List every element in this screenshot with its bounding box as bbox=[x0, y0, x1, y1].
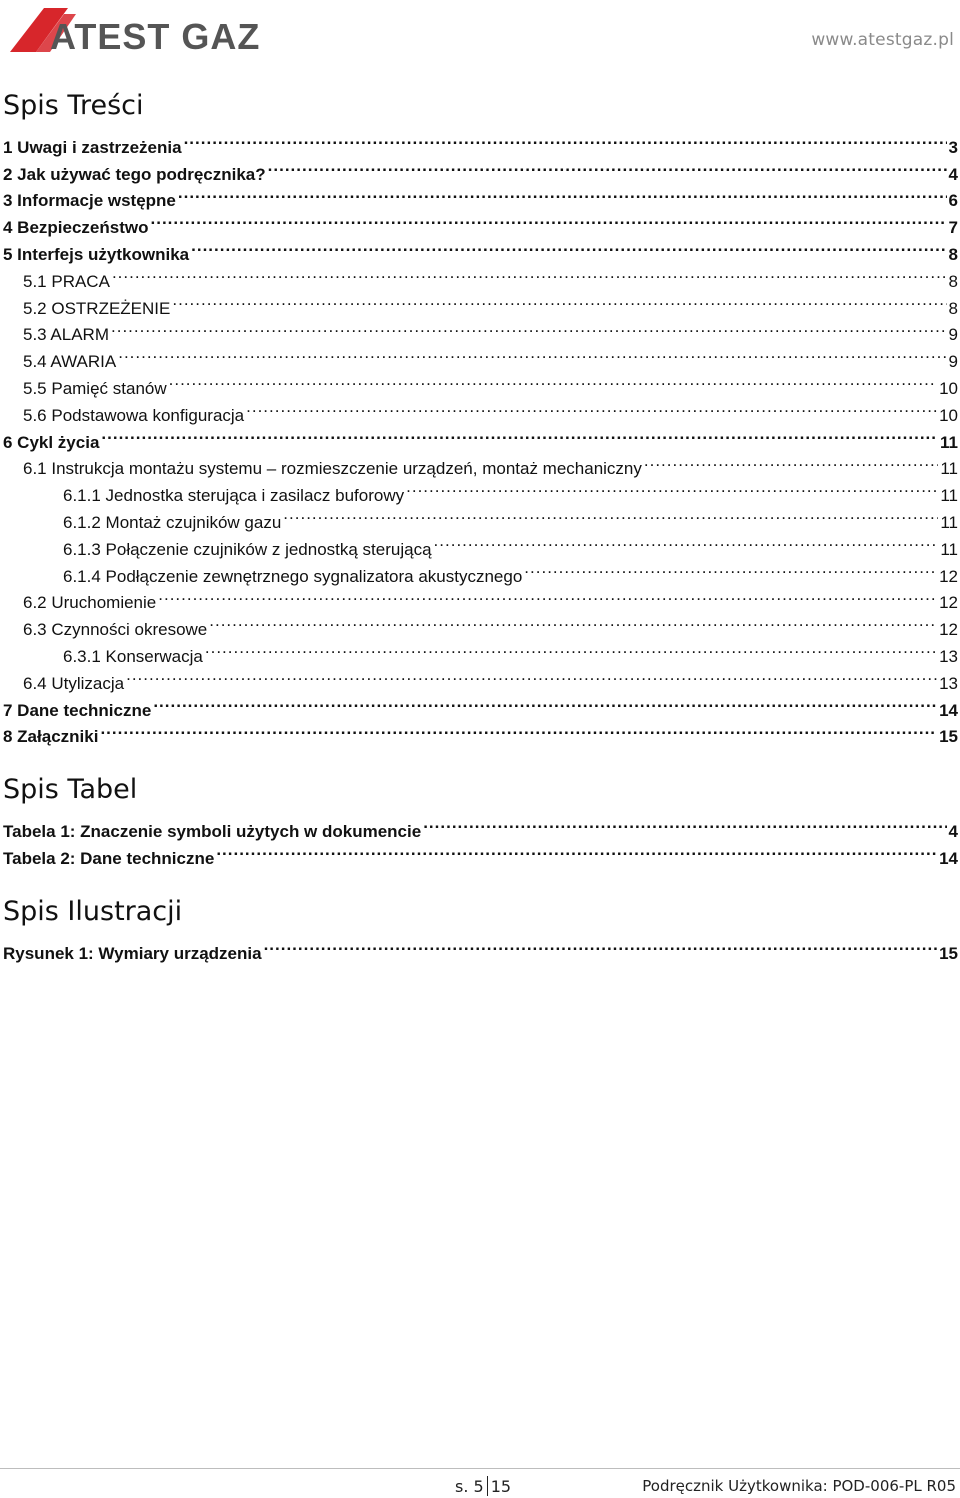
toc-entry-title: 2 Jak używać tego podręcznika? bbox=[3, 164, 266, 184]
toc-leader-dots bbox=[184, 126, 947, 153]
toc-entry-title: 5.2 OSTRZEŻENIE bbox=[23, 298, 171, 318]
toc-entry-title: 5.5 Pamięć stanów bbox=[23, 378, 167, 398]
toc-entry-title: 6.3 Czynności okresowe bbox=[23, 620, 208, 640]
toc-entry-title: 6.1.2 Montaż czujników gazu bbox=[63, 512, 282, 532]
toc-entry-title: Tabela 2: Dane techniczne bbox=[3, 848, 215, 868]
toc-leader-dots bbox=[172, 287, 946, 314]
toc-leader-dots bbox=[100, 716, 937, 743]
page-header bbox=[0, 0, 960, 62]
toc-entry-page: 14 bbox=[939, 848, 958, 868]
toc-entry-title: 6.4 Utylizacja bbox=[23, 673, 125, 693]
toc-leader-dots bbox=[434, 528, 939, 555]
toc-entry[interactable] bbox=[3, 287, 958, 318]
toc-entry-title: 3 Informacje wstępne bbox=[3, 191, 176, 211]
toc-entry[interactable] bbox=[3, 810, 958, 842]
page-current: s. 5 bbox=[455, 1476, 484, 1496]
toc-leader-dots bbox=[111, 314, 947, 341]
toc-entry[interactable] bbox=[3, 126, 958, 157]
document-body bbox=[3, 86, 958, 963]
toc-entry-title: 6.2 Uruchomienie bbox=[23, 593, 157, 613]
toc-entry[interactable] bbox=[3, 716, 958, 747]
toc-entry[interactable] bbox=[3, 421, 958, 452]
toc-leader-dots bbox=[178, 180, 947, 207]
toc-entry-page: 7 bbox=[948, 218, 958, 238]
toc-leader-dots bbox=[153, 689, 937, 716]
page-footer bbox=[0, 1468, 960, 1498]
list-of-figures bbox=[3, 892, 958, 963]
logo-text: ATEST GAZ bbox=[50, 16, 261, 56]
toc-leader-dots bbox=[101, 421, 938, 448]
toc-entry-title: 6.1.4 Podłączenie zewnętrznego sygnalizatora akustycznego bbox=[63, 566, 523, 586]
tables-title: Spis Tabel bbox=[3, 774, 138, 806]
toc-entry[interactable] bbox=[3, 448, 958, 479]
page-total: 15 bbox=[490, 1476, 512, 1496]
toc-entry-page: 11 bbox=[940, 459, 958, 479]
toc-entry-title: 6 Cykl życia bbox=[3, 432, 100, 452]
toc-entry-title: Tabela 1: Znaczenie symboli użytych w dokumencie bbox=[3, 822, 422, 842]
toc-leader-dots bbox=[216, 837, 937, 864]
toc-leader-dots bbox=[283, 501, 938, 528]
atest-gaz-logo bbox=[6, 4, 298, 56]
toc-entry-page: 4 bbox=[948, 822, 958, 842]
list-of-tables bbox=[3, 770, 958, 868]
toc-entry-page: 15 bbox=[939, 943, 958, 963]
toc-entry-page: 8 bbox=[948, 298, 958, 318]
toc-leader-dots bbox=[209, 608, 937, 635]
toc-entry-title: 7 Dane techniczne bbox=[3, 700, 152, 720]
toc-leader-dots bbox=[406, 474, 938, 501]
toc-leader-dots bbox=[524, 555, 937, 582]
toc-leader-dots bbox=[191, 233, 946, 260]
toc-leader-dots bbox=[151, 206, 947, 233]
toc-leader-dots bbox=[169, 367, 937, 394]
toc-entry-page: 12 bbox=[939, 566, 958, 586]
toc-entry[interactable] bbox=[3, 662, 958, 693]
toc-leader-dots bbox=[118, 340, 946, 367]
toc-entry[interactable] bbox=[3, 689, 958, 720]
toc-entry-page: 3 bbox=[948, 137, 958, 157]
toc-entry-page: 8 bbox=[948, 271, 958, 291]
toc-entry[interactable] bbox=[3, 314, 958, 345]
toc-entry-page: 13 bbox=[939, 673, 958, 693]
toc-entry-title: 4 Bezpieczeństwo bbox=[3, 218, 149, 238]
toc-entry-page: 11 bbox=[940, 486, 958, 506]
toc-entry[interactable] bbox=[3, 260, 958, 291]
toc-leader-dots bbox=[126, 662, 937, 689]
figures-list bbox=[3, 932, 958, 963]
toc-leader-dots bbox=[264, 932, 938, 959]
toc-entry-title: 5 Interfejs użytkownika bbox=[3, 244, 190, 264]
toc-leader-dots bbox=[268, 153, 947, 180]
toc-entry-title: 1 Uwagi i zastrzeżenia bbox=[3, 137, 182, 157]
toc-entry-title: 5.1 PRACA bbox=[23, 271, 110, 291]
site-url[interactable]: www.atestgaz.pl bbox=[811, 30, 954, 50]
toc-leader-dots bbox=[423, 810, 946, 837]
toc-entry-page: 8 bbox=[948, 244, 958, 264]
toc-entry-title: 6.1.1 Jednostka sterująca i zasilacz buforowy bbox=[63, 486, 405, 506]
tables-list bbox=[3, 810, 958, 868]
toc-entry-title: 6.3.1 Konserwacja bbox=[63, 646, 203, 666]
toc-entry-title: 6.1 Instrukcja montażu systemu – rozmieszczenie urządzeń, montaż mechaniczny bbox=[23, 459, 642, 479]
toc-leader-dots bbox=[644, 448, 938, 475]
toc-leader-dots bbox=[246, 394, 937, 421]
toc-entry-page: 13 bbox=[939, 646, 958, 666]
toc-entry-page: 11 bbox=[940, 539, 958, 559]
toc-entry-page: 11 bbox=[940, 432, 958, 452]
toc-entry-page: 11 bbox=[940, 512, 958, 532]
toc-entry-title: 8 Załączniki bbox=[3, 727, 99, 747]
toc-entry[interactable] bbox=[3, 367, 958, 398]
toc-entry-page: 15 bbox=[939, 727, 958, 747]
table-of-contents bbox=[3, 86, 958, 747]
page-number bbox=[455, 1476, 511, 1496]
toc-list bbox=[3, 126, 958, 747]
toc-entry-page: 10 bbox=[939, 405, 958, 425]
toc-entry-title: 6.1.3 Połączenie czujników z jednostką sterującą bbox=[63, 539, 432, 559]
toc-entry-page: 9 bbox=[948, 352, 958, 372]
toc-entry[interactable] bbox=[3, 932, 958, 963]
toc-leader-dots bbox=[112, 260, 947, 287]
toc-entry-page: 4 bbox=[948, 164, 958, 184]
toc-entry-page: 10 bbox=[939, 378, 958, 398]
toc-entry-title: Rysunek 1: Wymiary urządzenia bbox=[3, 943, 262, 963]
toc-entry-page: 6 bbox=[948, 191, 958, 211]
toc-entry-page: 12 bbox=[939, 593, 958, 613]
page-separator bbox=[487, 1476, 488, 1496]
toc-entry-title: 5.4 AWARIA bbox=[23, 352, 117, 372]
toc-entry-title: 5.6 Podstawowa konfiguracja bbox=[23, 405, 245, 425]
toc-entry-page: 14 bbox=[939, 700, 958, 720]
toc-entry[interactable] bbox=[3, 340, 958, 372]
toc-leader-dots bbox=[158, 582, 937, 609]
footer-divider bbox=[0, 1468, 960, 1469]
manual-name: Podręcznik Użytkownika: POD-006-PL R05 bbox=[642, 1477, 956, 1495]
toc-entry-page: 12 bbox=[939, 620, 958, 640]
toc-entry-title: 5.3 ALARM bbox=[23, 325, 109, 345]
figures-title: Spis Ilustracji bbox=[3, 895, 183, 927]
toc-entry-page: 9 bbox=[948, 325, 958, 345]
toc-title: Spis Treści bbox=[3, 90, 144, 121]
toc-leader-dots bbox=[205, 635, 937, 662]
